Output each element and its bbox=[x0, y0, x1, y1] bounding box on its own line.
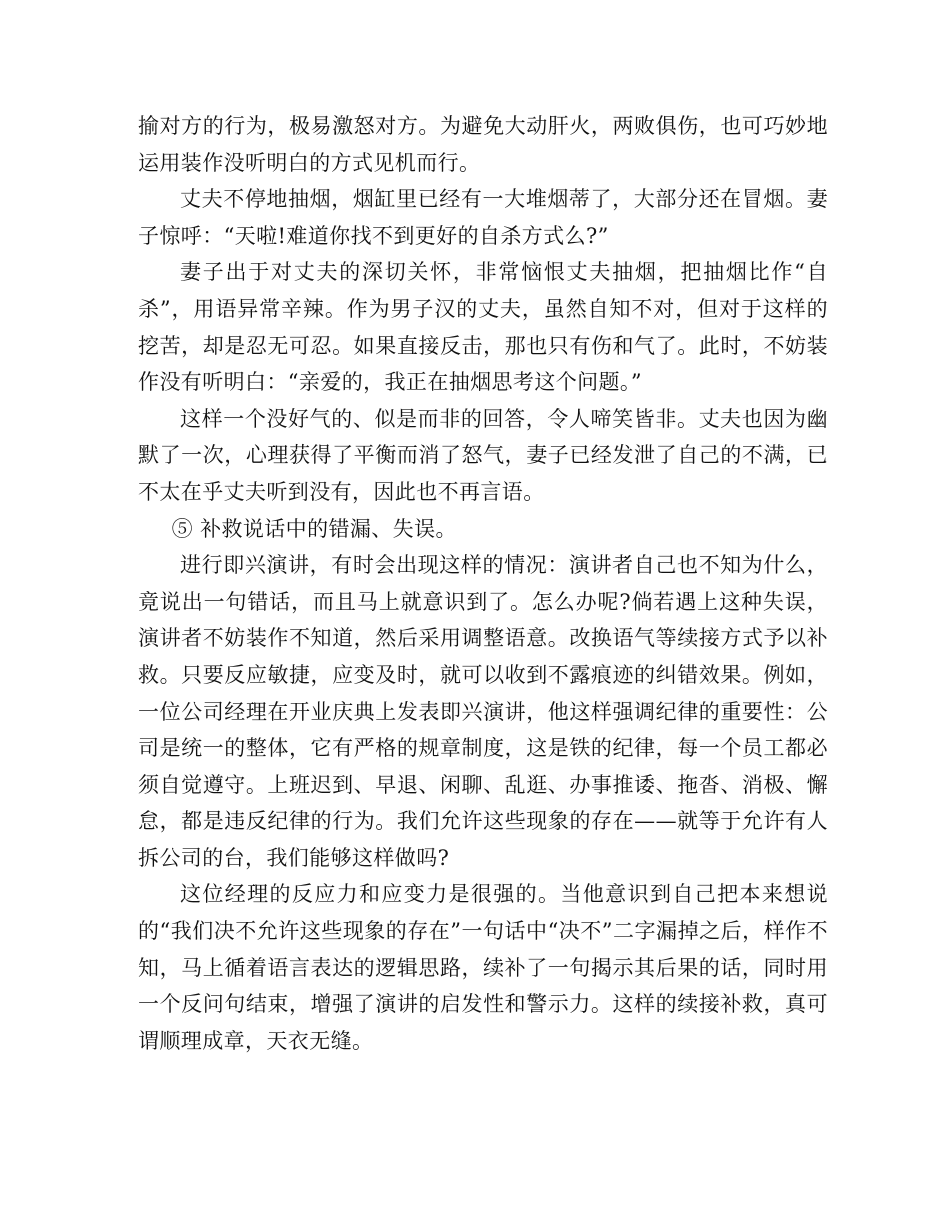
document-body bbox=[138, 108, 828, 1059]
paragraph-wife-concern: 妻子出于对丈夫的深切关怀，非常恼恨丈夫抽烟，把抽烟比作“自杀”，用语异常辛辣。作为男子汉的丈夫，虽然自知不对，但对于这样的挖苦，却是忍无可忍。如果直接反击，那也只有伤和气了。此时，不妨装作没有听明白：“亲爱的，我正在抽烟思考这个问题。” bbox=[138, 260, 828, 395]
paragraph-husband-smoking: 丈夫不停地抽烟，烟缸里已经有一大堆烟蒂了，大部分还在冒烟。妻子惊呼：“天啦!难道你找不到更好的自杀方式么?” bbox=[138, 187, 828, 248]
paragraph-reply-effect: 这样一个没好气的、似是而非的回答，令人啼笑皆非。丈夫也因为幽默了一次，心理获得了平衡而消了怒气，妻子已经发泄了自己的不满，已不太在乎丈夫听到没有，因此也不再言语。 bbox=[138, 406, 828, 504]
paragraph-continuation: 揄对方的行为，极易激怒对方。为避免大动肝火，两败俱伤，也可巧妙地运用装作没听明白的方式见机而行。 bbox=[138, 114, 828, 175]
paragraph-impromptu-speech: 进行即兴演讲，有时会出现这样的情况：演讲者自己也不知为什么，竟说出一句错话，而且马上就意识到了。怎么办呢?倘若遇上这种失误，演讲者不妨装作不知道，然后采用调整语意。改换语气等续接方式予以补救。只要反应敏捷，应变及时，就可以收到不露痕迹的纠错效果。例如，一位公司经理在开业庆典上发表即兴演讲，他这样强调纪律的重要性：公司是统一的整体，它有严格的规章制度，这是铁的纪律，每一个员工都必须自觉遵守。上班迟到、早退、闲聊、乱逛、办事推诿、拖沓、消极、懈怠，都是违反纪律的行为。我们允许这些现象的存在——就等于允许有人拆公司的台，我们能够这样做吗? bbox=[138, 553, 828, 870]
paragraph-manager-response: 这位经理的反应力和应变力是很强的。当他意识到自己把本来想说的“我们决不允许这些现象的存在”一句话中“决不”二字漏掉之后，样作不知，马上循着语言表达的逻辑思路，续补了一句揭示其后果的话，同时用一个反问句结束，增强了演讲的启发性和警示力。这样的续接补救，真可谓顺理成章，天衣无缝。 bbox=[138, 882, 828, 1053]
section-heading-remedy: ⑤ 补救说话中的错漏、失误。 bbox=[171, 516, 457, 541]
